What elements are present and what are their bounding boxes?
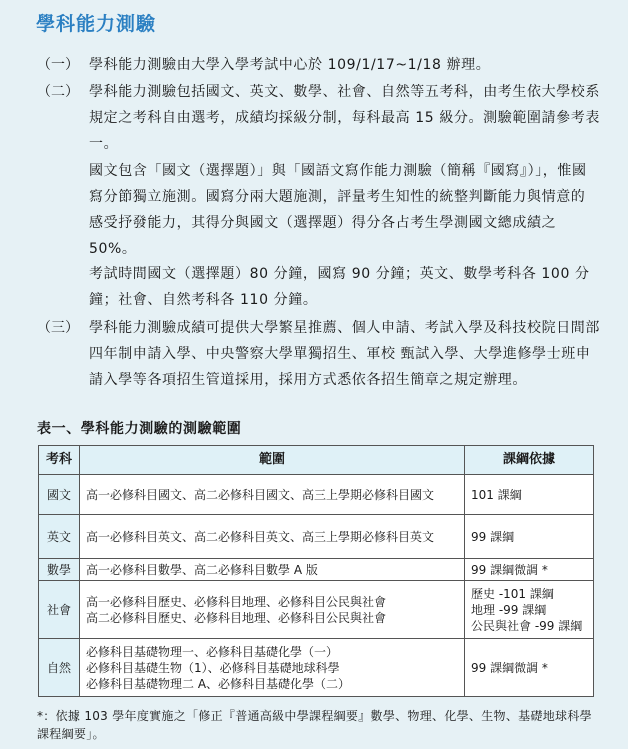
table-row [39,515,594,559]
basis-line: 歷史 -101 課綱 [471,586,554,601]
sub-paragraph-time: 考試時間國文（選擇題）80 分鐘，國寫 90 分鐘；英文、數學考科各 100 分鐘；社會、自然考科各 110 分鐘。 [89,266,590,308]
basis-cell [465,581,594,639]
table-title: 表一、學科能力測驗的測驗範圍 [37,421,242,437]
basis-line: 99 課綱微調 * [471,562,548,577]
subject-cell: 英文 [39,515,80,559]
basis-cell [465,515,594,559]
scope-line: 高一必修科目英文、高二必修科目英文、高三上學期必修科目英文 [86,529,435,544]
footnote: *：依據 103 學年度實施之「修正『普通高級中學課程綱要』數學、物理、化學、生物、基礎地球科學課程綱要」。 [37,709,592,741]
table-row [39,581,594,639]
scope-line: 高二必修科目歷史、必修科目地理、必修科目公民與社會 [86,610,387,625]
item-text-2: 學科能力測驗包括國文、英文、數學、社會、自然等五考科，由考生依大學校系規定之考科自由選考，成績均採級分制，每科最高 15 級分。測驗範圍請參考表一。 [89,84,600,152]
table-row [39,475,594,515]
basis-cell [465,475,594,515]
basis-line: 101 課綱 [471,487,522,502]
scope-line: 必修科目基礎物理二 A、必修科目基礎化學（二） [86,676,351,691]
page-title: 學科能力測驗 [36,13,157,35]
item-number-1: （一） [37,57,79,73]
scope-line: 高一必修科目數學、高二必修科目數學 A 版 [86,562,318,577]
basis-line: 地理 -99 課綱 [471,602,547,617]
basis-cell [465,559,594,581]
basis-line: 99 課綱微調 * [471,660,548,675]
subject-cell: 數學 [39,559,80,581]
subject-cell: 自然 [39,639,80,697]
scope-cell [80,559,465,581]
scope-cell [80,515,465,559]
header-basis: 課綱依據 [465,446,594,475]
scope-cell [80,581,465,639]
table-row [39,639,594,697]
basis-line: 99 課綱 [471,529,515,544]
scope-cell [80,639,465,697]
subject-cell: 國文 [39,475,80,515]
header-scope: 範圍 [80,446,465,475]
item-text-3: 學科能力測驗成績可提供大學繁星推薦、個人申請、考試入學及科技校院日間部四年制申請入學、中央警察大學單獨招生、軍校 甄試入學、大學進修學士班申請入學等各項招生管道採用，採用方式悉依各招生簡章之規定辦理。 [89,320,600,388]
scope-line: 高一必修科目國文、高二必修科目國文、高三上學期必修科目國文 [86,487,435,502]
table-header-row [39,446,594,475]
sub-paragraph-chinese: 國文包含「國文（選擇題）」與「國語文寫作能力測驗（簡稱『國寫』）」，惟國寫分節獨立施測。國寫分兩大題施測，評量考生知性的統整判斷能力與情意的感受抒發能力，其得分與國文（選擇題）得分各占考生學測國文總成績之 50%。 [89,163,587,257]
table-row [39,559,594,581]
scope-line: 必修科目基礎生物（1）、必修科目基礎地球科學 [86,660,340,675]
basis-line: 公民與社會 -99 課綱 [471,618,583,633]
scope-table [38,445,594,697]
subject-cell: 社會 [39,581,80,639]
basis-cell [465,639,594,697]
scope-cell [80,475,465,515]
scope-line: 高一必修科目歷史、必修科目地理、必修科目公民與社會 [86,594,387,609]
scope-line: 必修科目基礎物理一、必修科目基礎化學（一） [86,644,339,659]
item-text-1: 學科能力測驗由大學入學考試中心於 109/1/17~1/18 辦理。 [89,57,491,73]
item-number-3: （三） [37,320,79,336]
header-subject: 考科 [39,446,80,475]
item-number-2: （二） [37,84,79,100]
